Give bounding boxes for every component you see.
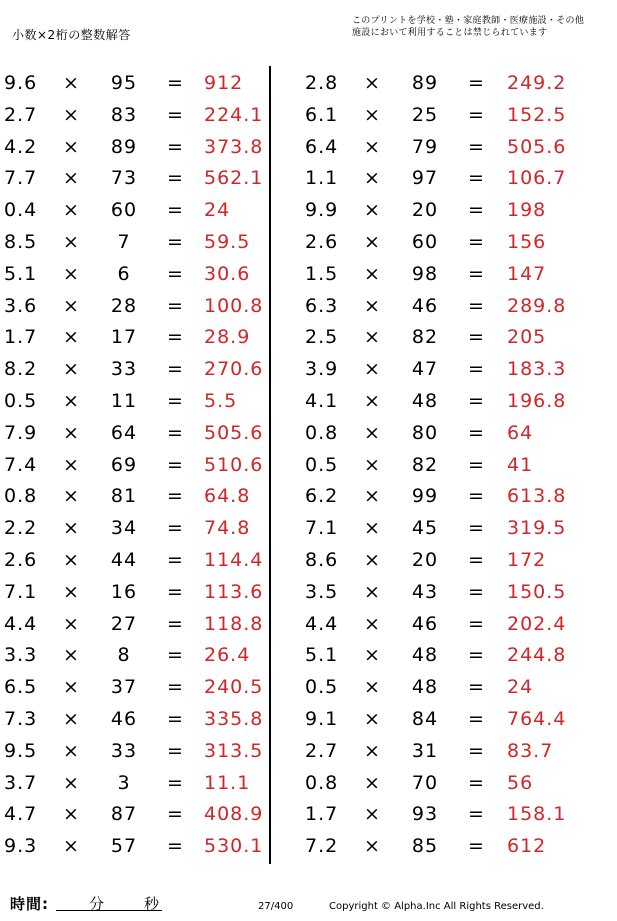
problem-row [0,767,617,799]
left-multiplier: 6 [117,263,131,285]
left-multiplier: 81 [110,485,138,507]
equals-sign: = [167,549,184,571]
left-answer: 59.5 [204,231,251,253]
right-multiplier: 84 [411,708,439,730]
times-sign: × [63,231,80,253]
left-answer: 270.6 [204,358,264,380]
right-multiplier: 43 [411,581,439,603]
right-multiplier: 97 [411,167,439,189]
right-multiplier: 79 [411,136,439,158]
equals-sign: = [167,454,184,476]
right-answer: 56 [507,772,534,794]
left-answer: 118.8 [204,613,264,635]
left-multiplier: 44 [110,549,138,571]
page-number: 27/400 [258,901,294,912]
right-multiplier: 20 [411,199,439,221]
equals-sign: = [167,326,184,348]
right-multiplier: 89 [411,72,439,94]
right-multiplier: 46 [411,613,439,635]
equals-sign: = [167,708,184,730]
left-multiplicand: 7.7 [4,167,38,189]
right-answer: 244.8 [507,644,567,666]
times-sign: × [63,104,80,126]
equals-sign: = [167,676,184,698]
right-answer: 183.3 [507,358,567,380]
left-multiplicand: 3.7 [4,772,38,794]
times-sign: × [364,644,381,666]
left-multiplicand: 2.6 [4,549,38,571]
left-answer: 408.9 [204,803,264,825]
times-sign: × [63,485,80,507]
time-label: 時間: [10,895,49,913]
problem-row [0,67,617,99]
right-answer: 198 [507,199,547,221]
left-multiplier: 69 [110,454,138,476]
times-sign: × [63,326,80,348]
right-answer: 158.1 [507,803,567,825]
times-sign: × [63,358,80,380]
equals-sign: = [468,199,485,221]
problem-row [0,290,617,322]
right-answer: 205 [507,326,547,348]
footer [0,893,617,921]
times-sign: × [364,772,381,794]
problem-row [0,608,617,640]
right-multiplier: 20 [411,549,439,571]
left-multiplier: 7 [117,231,131,253]
right-multiplier: 93 [411,803,439,825]
times-sign: × [364,517,381,539]
times-sign: × [364,199,381,221]
times-sign: × [364,295,381,317]
equals-sign: = [468,422,485,444]
left-multiplicand: 7.9 [4,422,38,444]
left-multiplier: 57 [110,835,138,857]
left-multiplier: 33 [110,740,138,762]
right-answer: 41 [507,454,534,476]
problem-row [0,321,617,353]
right-multiplier: 25 [411,104,439,126]
right-multiplier: 48 [411,390,439,412]
right-answer: 106.7 [507,167,567,189]
left-multiplier: 28 [110,295,138,317]
times-sign: × [63,517,80,539]
left-multiplicand: 0.5 [4,390,38,412]
equals-sign: = [468,326,485,348]
left-answer: 313.5 [204,740,264,762]
problem-row [0,385,617,417]
left-answer: 11.1 [204,772,251,794]
times-sign: × [364,167,381,189]
left-answer: 30.6 [204,263,251,285]
right-multiplicand: 6.2 [305,485,339,507]
times-sign: × [364,358,381,380]
right-multiplier: 45 [411,517,439,539]
equals-sign: = [468,104,485,126]
times-sign: × [63,422,80,444]
right-multiplicand: 0.5 [305,676,339,698]
right-multiplicand: 2.8 [305,72,339,94]
usage-notice [352,15,584,39]
times-sign: × [364,263,381,285]
times-sign: × [63,390,80,412]
left-answer: 530.1 [204,835,264,857]
equals-sign: = [167,422,184,444]
equals-sign: = [167,517,184,539]
times-sign: × [364,72,381,94]
equals-sign: = [167,136,184,158]
right-multiplicand: 6.3 [305,295,339,317]
right-multiplicand: 5.1 [305,644,339,666]
equals-sign: = [468,295,485,317]
left-multiplicand: 2.2 [4,517,38,539]
copyright-notice: Copyright © Alpha.Inc All Rights Reserved. [329,901,544,912]
right-multiplier: 80 [411,422,439,444]
equals-sign: = [167,390,184,412]
equals-sign: = [167,199,184,221]
problem-row [0,226,617,258]
problem-row [0,162,617,194]
left-answer: 114.4 [204,549,264,571]
right-answer: 152.5 [507,104,567,126]
problem-row [0,353,617,385]
times-sign: × [63,199,80,221]
left-multiplier: 89 [110,136,138,158]
left-multiplicand: 9.5 [4,740,38,762]
equals-sign: = [468,485,485,507]
right-multiplicand: 7.1 [305,517,339,539]
equals-sign: = [468,835,485,857]
equals-sign: = [468,231,485,253]
times-sign: × [63,581,80,603]
problem-row [0,544,617,576]
right-answer: 147 [507,263,547,285]
equals-sign: = [468,517,485,539]
right-answer: 156 [507,231,547,253]
equals-sign: = [167,803,184,825]
times-sign: × [63,613,80,635]
equals-sign: = [468,454,485,476]
times-sign: × [63,72,80,94]
problem-row [0,258,617,290]
left-multiplier: 17 [110,326,138,348]
left-multiplicand: 6.5 [4,676,38,698]
equals-sign: = [468,676,485,698]
times-sign: × [63,263,80,285]
right-multiplicand: 3.9 [305,358,339,380]
problem-row [0,576,617,608]
equals-sign: = [167,231,184,253]
times-sign: × [364,136,381,158]
usage-notice-line-2: 施設において利用することは禁じられています [352,28,548,38]
left-multiplier: 83 [110,104,138,126]
right-answer: 505.6 [507,136,567,158]
left-multiplicand: 4.4 [4,613,38,635]
equals-sign: = [468,803,485,825]
left-answer: 5.5 [204,390,238,412]
minutes-label: 分 [89,895,105,913]
right-multiplier: 47 [411,358,439,380]
right-multiplicand: 0.5 [305,454,339,476]
left-multiplicand: 9.3 [4,835,38,857]
problem-row [0,512,617,544]
times-sign: × [364,485,381,507]
equals-sign: = [468,581,485,603]
times-sign: × [63,803,80,825]
left-multiplier: 64 [110,422,138,444]
equals-sign: = [468,72,485,94]
left-answer: 505.6 [204,422,264,444]
right-multiplicand: 0.8 [305,422,339,444]
right-answer: 613.8 [507,485,567,507]
left-multiplicand: 1.7 [4,326,38,348]
equals-sign: = [468,740,485,762]
problem-row [0,671,617,703]
left-multiplier: 73 [110,167,138,189]
equals-sign: = [468,167,485,189]
times-sign: × [63,295,80,317]
times-sign: × [364,549,381,571]
problem-row [0,830,617,862]
equals-sign: = [167,485,184,507]
equals-sign: = [167,581,184,603]
times-sign: × [364,390,381,412]
left-answer: 912 [204,72,244,94]
left-multiplicand: 4.7 [4,803,38,825]
times-sign: × [364,422,381,444]
right-multiplicand: 2.5 [305,326,339,348]
right-multiplier: 99 [411,485,439,507]
right-multiplicand: 9.9 [305,199,339,221]
times-sign: × [63,644,80,666]
equals-sign: = [468,644,485,666]
equals-sign: = [468,263,485,285]
left-answer: 100.8 [204,295,264,317]
times-sign: × [63,708,80,730]
problem-row [0,480,617,512]
right-multiplicand: 1.5 [305,263,339,285]
left-multiplier: 33 [110,358,138,380]
left-multiplier: 11 [110,390,138,412]
equals-sign: = [167,263,184,285]
right-multiplicand: 1.7 [305,803,339,825]
equals-sign: = [167,104,184,126]
right-multiplicand: 6.1 [305,104,339,126]
left-answer: 64.8 [204,485,251,507]
left-multiplier: 46 [110,708,138,730]
right-multiplicand: 2.7 [305,740,339,762]
right-multiplier: 46 [411,295,439,317]
equals-sign: = [468,708,485,730]
left-multiplier: 37 [110,676,138,698]
equals-sign: = [468,613,485,635]
equals-sign: = [167,772,184,794]
problem-row [0,703,617,735]
left-multiplicand: 5.1 [4,263,38,285]
left-answer: 240.5 [204,676,264,698]
right-answer: 764.4 [507,708,567,730]
times-sign: × [63,740,80,762]
problem-row [0,417,617,449]
problem-row [0,639,617,671]
left-multiplier: 8 [117,644,131,666]
times-sign: × [364,676,381,698]
times-sign: × [364,454,381,476]
right-answer: 64 [507,422,534,444]
right-answer: 612 [507,835,547,857]
left-multiplicand: 3.3 [4,644,38,666]
times-sign: × [364,231,381,253]
right-multiplier: 31 [411,740,439,762]
left-answer: 24 [204,199,231,221]
times-sign: × [364,835,381,857]
problem-row [0,99,617,131]
right-answer: 202.4 [507,613,567,635]
right-multiplicand: 2.6 [305,231,339,253]
right-multiplier: 82 [411,326,439,348]
right-answer: 150.5 [507,581,567,603]
right-multiplicand: 4.1 [305,390,339,412]
left-answer: 510.6 [204,454,264,476]
times-sign: × [364,326,381,348]
left-answer: 562.1 [204,167,264,189]
right-multiplier: 98 [411,263,439,285]
right-multiplier: 85 [411,835,439,857]
seconds-label: 秒 [144,895,160,913]
problem-row [0,798,617,830]
right-multiplicand: 1.1 [305,167,339,189]
times-sign: × [364,708,381,730]
left-multiplier: 27 [110,613,138,635]
right-multiplier: 70 [411,772,439,794]
left-multiplicand: 4.2 [4,136,38,158]
problem-row [0,131,617,163]
equals-sign: = [167,835,184,857]
equals-sign: = [167,295,184,317]
left-answer: 74.8 [204,517,251,539]
equals-sign: = [468,390,485,412]
times-sign: × [63,772,80,794]
equals-sign: = [167,167,184,189]
left-multiplicand: 8.2 [4,358,38,380]
left-multiplicand: 0.8 [4,485,38,507]
left-answer: 26.4 [204,644,251,666]
left-multiplier: 60 [110,199,138,221]
times-sign: × [63,549,80,571]
equals-sign: = [167,644,184,666]
usage-notice-line-1: このプリントを学校・塾・家庭教師・医療施設・その他 [352,16,585,26]
times-sign: × [364,581,381,603]
left-multiplicand: 9.6 [4,72,38,94]
left-multiplier: 34 [110,517,138,539]
left-multiplicand: 7.3 [4,708,38,730]
left-multiplicand: 7.4 [4,454,38,476]
left-multiplicand: 2.7 [4,104,38,126]
right-answer: 24 [507,676,534,698]
right-multiplicand: 8.6 [305,549,339,571]
times-sign: × [63,454,80,476]
right-multiplier: 82 [411,454,439,476]
times-sign: × [63,835,80,857]
right-multiplier: 48 [411,644,439,666]
left-multiplicand: 7.1 [4,581,38,603]
times-sign: × [364,803,381,825]
equals-sign: = [468,549,485,571]
problem-row [0,735,617,767]
right-multiplier: 48 [411,676,439,698]
page-title: 小数×2桁の整数解答 [12,28,131,42]
equals-sign: = [468,358,485,380]
equals-sign: = [167,613,184,635]
right-multiplicand: 3.5 [305,581,339,603]
left-multiplier: 87 [110,803,138,825]
right-multiplicand: 7.2 [305,835,339,857]
right-answer: 289.8 [507,295,567,317]
equals-sign: = [468,772,485,794]
times-sign: × [63,167,80,189]
left-multiplicand: 0.4 [4,199,38,221]
left-multiplier: 3 [117,772,131,794]
right-answer: 196.8 [507,390,567,412]
times-sign: × [364,740,381,762]
problem-row [0,194,617,226]
right-multiplicand: 6.4 [305,136,339,158]
right-answer: 83.7 [507,740,554,762]
times-sign: × [364,613,381,635]
equals-sign: = [167,740,184,762]
equals-sign: = [167,358,184,380]
problem-row [0,449,617,481]
right-multiplier: 60 [411,231,439,253]
right-answer: 319.5 [507,517,567,539]
right-answer: 249.2 [507,72,567,94]
left-multiplicand: 8.5 [4,231,38,253]
equals-sign: = [167,72,184,94]
right-answer: 172 [507,549,547,571]
right-multiplicand: 9.1 [305,708,339,730]
left-multiplier: 95 [110,72,138,94]
left-answer: 28.9 [204,326,251,348]
left-answer: 113.6 [204,581,264,603]
times-sign: × [63,136,80,158]
right-multiplicand: 0.8 [305,772,339,794]
left-answer: 373.8 [204,136,264,158]
left-multiplicand: 3.6 [4,295,38,317]
equals-sign: = [468,136,485,158]
left-multiplier: 16 [110,581,138,603]
times-sign: × [364,104,381,126]
left-answer: 335.8 [204,708,264,730]
right-multiplicand: 4.4 [305,613,339,635]
times-sign: × [63,676,80,698]
left-answer: 224.1 [204,104,264,126]
